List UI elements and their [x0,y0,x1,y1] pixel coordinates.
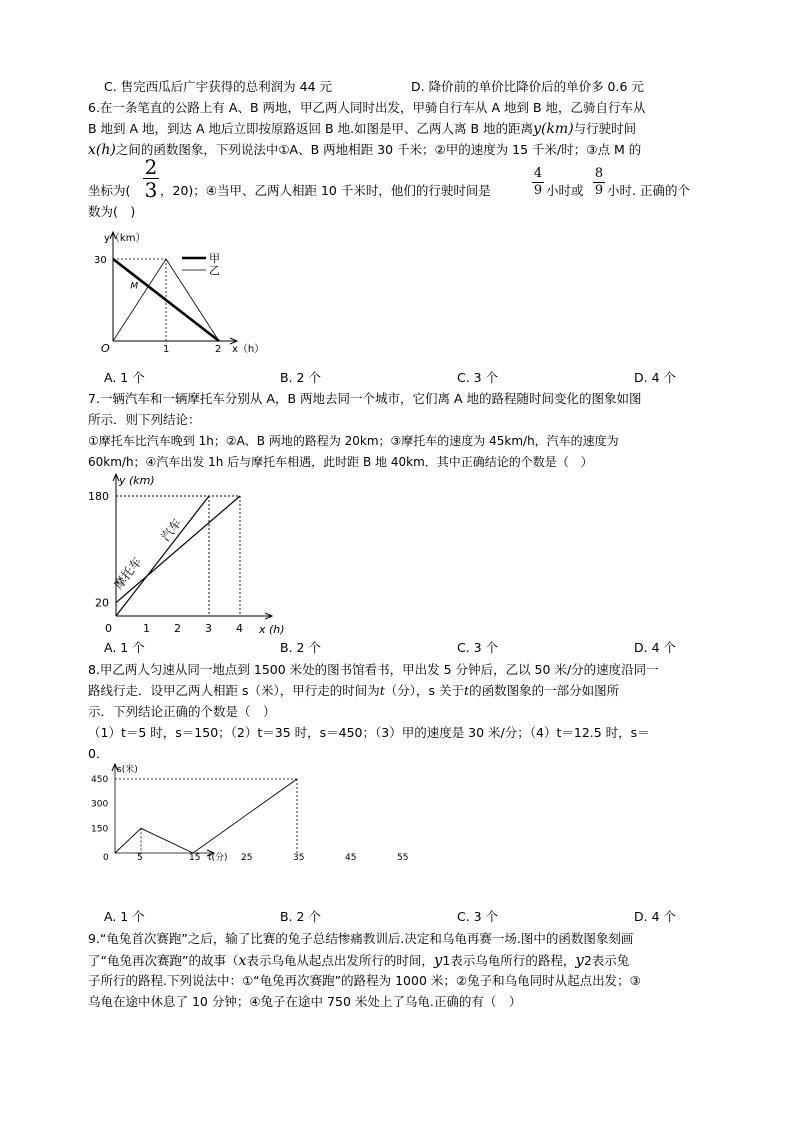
q6-option-a: A. 1 个 [104,370,145,385]
x-axis-arrow [207,850,214,856]
y-axis-label: y (km) [119,474,155,487]
origin-label: O [101,342,110,355]
y-axis-arrow [110,232,116,239]
fraction-8-9: $\frac{8}{9}$ [594,166,604,198]
x-tick-label: 4 [236,622,243,635]
q6-option-c: C. 3 个 [457,370,499,385]
q7-line3: ①摩托车比汽车晚到 1h；②A、B 两地的路程为 20km；③摩托车的速度为 45km/h，汽车的速度为 [88,434,619,448]
q7-line1: 7.一辆汽车和一辆摩托车分别从 A，B 两地去同一个城市，它们离 A 地的路程随时间变化的图象如图 [88,391,642,406]
series-yi-line [113,259,219,341]
y-tick-label: 30 [94,255,107,266]
x-axis-label: x (h) [259,623,285,636]
q8-line1: 8.甲乙两人匀速从同一地点到 1500 米处的图书馆看书，甲出发 5 分钟后，乙以 50 米/分的速度沿同一 [88,662,659,677]
q8-line4: （1）t＝5 时，s＝150；（2）t＝35 时，s＝450；（3）甲的速度是 30 米/分；（4）t＝12.5 时，s＝ [88,725,650,740]
q8-line5: 0． [88,746,109,761]
q9-line3: 子所行的路程.下列说法中：①“龟兔再次赛跑”的路程为 1000 米；②兔子和乌龟同时从起点出发；③ [88,973,641,988]
q7-option-b: B. 2 个 [280,640,321,655]
q6-line1: 6.在一条笔直的公路上有 A、B 两地，甲乙两人同时出发，甲骑自行车从 A 地到 B 地，乙骑自行车从 [88,100,646,115]
x-tick-label: 1 [143,622,150,635]
q6-line4a: 坐标为( [88,183,131,198]
series-distance-line [115,779,297,853]
q7-option-a: A. 1 个 [104,640,145,655]
series-car-label: 汽车 [158,516,185,544]
y-tick-label: 150 [91,824,109,835]
q9-line4: 乌龟在途中休息了 10 分钟；④兔子在途中 750 米处上了乌龟.正确的有（ ） [88,994,522,1009]
q8-option-d: D. 4 个 [634,909,676,924]
x-axis-arrow [265,613,272,619]
x-tick-label: 1 [163,344,170,355]
q7-line2: 所示．则下列结论： [88,412,201,427]
x-tick-label: 45 [345,853,357,863]
y-symbol: y(km) [533,121,574,137]
q6-line4d: 小时. 正确的个 [607,183,690,198]
q6-line4b: ，20)；④当甲、乙两人相距 10 千米时，他们的行驶时间是 [160,183,491,198]
q8-option-c: C. 3 个 [457,909,499,924]
legend-yi-label: 乙 [209,264,220,277]
x-tick-label: 35 [293,853,305,863]
q6-option-d: D. 4 个 [634,370,676,385]
fraction-4-9: $\frac{4}{9}$ [533,166,543,198]
point-m-label: M [130,281,139,292]
x-tick-label: 2 [215,344,222,355]
q6-line2: B 地到 A 地，到达 A 地后立即按原路返回 B 地.如图是甲、乙两人离 B 地的距离y(km)与行驶时间 [88,121,637,137]
x-tick-label: 0 [103,853,109,863]
y2-symbol: y [575,951,584,969]
y1-symbol: y [433,951,443,969]
x-tick-label: 5 [137,853,143,863]
x-tick-label: 3 [205,622,212,635]
q7-option-c: C. 3 个 [457,640,499,655]
y-tick-label: 20 [95,596,109,610]
q8-line2: 路线行走．设甲乙两人相距 s（米），甲行走的时间为t（分），s 关于t的函数图象的一部分如图所 [88,683,620,698]
x-tick-label: 15 [189,853,201,863]
y-tick-label: 180 [88,490,109,503]
q6-line3: x(h)之间的函数图象，下列说法中①A、B 两地相距 30 千米；②甲的速度为 15 千米/时；③点 M 的 [88,142,642,158]
t-symbol: t [379,683,385,698]
y-axis-arrow [113,474,119,481]
x-axis-arrow [230,338,237,344]
x-axis-label: x（h） [232,344,265,355]
q5-option-d: D. 降价前的单价比降价后的单价多 0.6 元 [411,79,644,94]
series-motorcycle-line [116,496,240,603]
legend-jia-label: 甲 [209,252,220,265]
x-tick-label: 25 [241,853,253,863]
q6-line5: 数为( ) [88,204,136,219]
q7-line4: 60km/h；④汽车出发 1h 后与摩托车相遇，此时距 B 地 40km．其中正确结论的个数是（ ） [88,455,593,469]
q7-option-d: D. 4 个 [634,640,676,655]
y-tick-label: 450 [91,775,109,785]
q8-option-b: B. 2 个 [280,909,321,924]
x-tick-label: 2 [174,622,181,635]
x-symbol: x [238,953,247,969]
q9-line1: 9.“龟兔首次赛跑”之后，输了比赛的兔子总结惨痛教训后.决定和乌龟再赛一场.图中的函数图象刻画 [88,931,634,946]
y-axis-label: s(米) [117,765,138,775]
q6-option-b: B. 2 个 [280,370,321,385]
q5-option-c: C. 售完西瓜后广宇获得的总利润为 44 元 [104,79,333,94]
x-tick-label: 55 [397,853,409,863]
q8-line3: 示．下列结论正确的个数是（ ） [88,704,276,719]
y-axis-label: y（km） [104,233,146,244]
series-jia-line [113,259,219,341]
x-tick-label: 0 [105,622,112,635]
t-symbol-2: t [464,683,470,698]
q6-line4c: 小时或 [546,183,584,198]
fraction-m: $\frac{2}{3}$ [144,155,158,202]
y-tick-label: 300 [91,799,109,810]
x-symbol: x(h) [88,142,116,158]
series-motorcycle-label: 摩托车 [111,554,145,592]
q9-line2: 了“龟兔再次赛跑”的故事（x表示乌龟从起点出发所行的时间，y1表示乌龟所行的路程，y2表示兔 [88,951,630,969]
y-axis-arrow [112,764,118,771]
x-axis-label: t(分) [208,853,228,863]
series-car-line [116,496,209,616]
q8-option-a: A. 1 个 [104,909,145,924]
